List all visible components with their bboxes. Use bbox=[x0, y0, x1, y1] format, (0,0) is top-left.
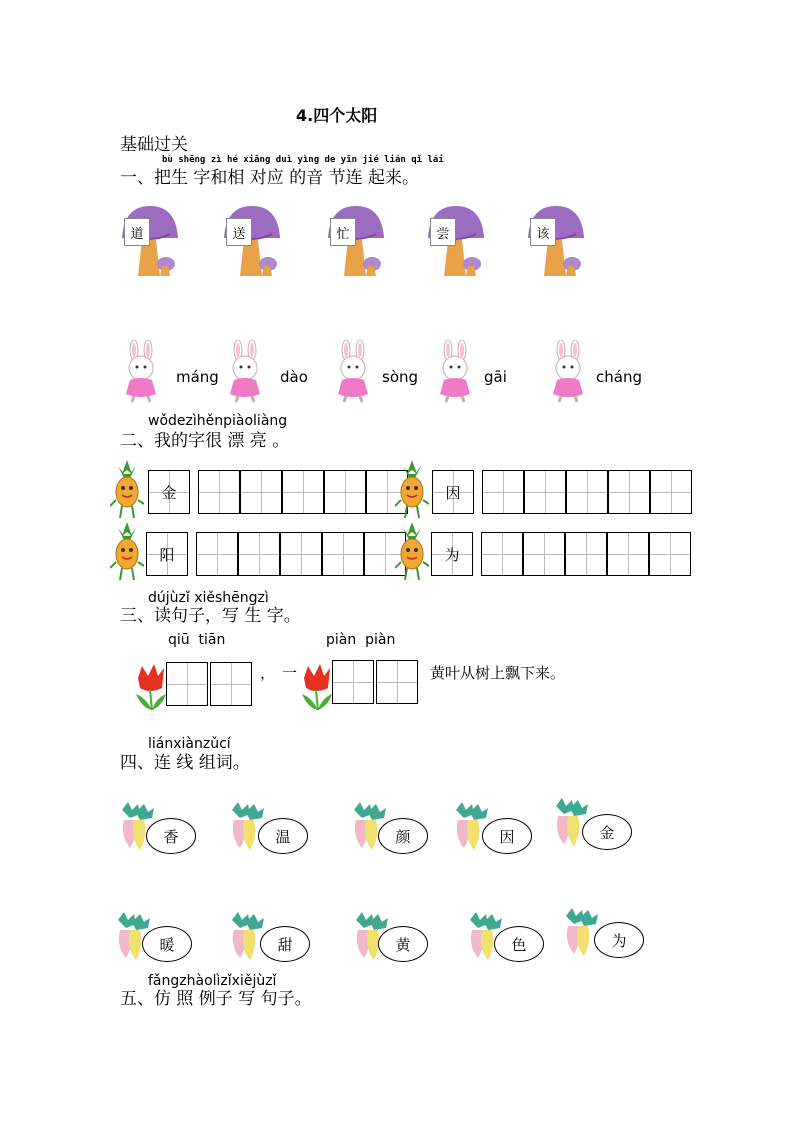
sentence-pinyin-2: piàn piàn bbox=[326, 632, 396, 648]
bunny-icon bbox=[432, 340, 484, 408]
section4-heading: 四、连 线 组词。 bbox=[120, 753, 250, 773]
word-oval[interactable]: 金 bbox=[582, 814, 632, 850]
bunny-icon bbox=[330, 340, 382, 408]
writing-box[interactable] bbox=[210, 662, 252, 706]
writing-box[interactable] bbox=[240, 470, 282, 514]
section3-pinyin: dújùzǐ xiěshēngzì bbox=[148, 590, 269, 606]
basics-label: 基础过关 bbox=[120, 135, 188, 155]
writing-box[interactable] bbox=[566, 470, 608, 514]
writing-box[interactable] bbox=[650, 470, 692, 514]
writing-box[interactable] bbox=[608, 470, 650, 514]
pineapple-icon bbox=[110, 522, 144, 586]
model-character: 因 bbox=[445, 483, 461, 502]
writing-box[interactable] bbox=[196, 532, 238, 576]
writing-box[interactable] bbox=[481, 532, 523, 576]
word-oval[interactable]: 颜 bbox=[378, 818, 428, 854]
syllable-label: gāi bbox=[484, 368, 507, 386]
section1-heading: 一、把生 字和相 对应 的音 节连 起来。 bbox=[120, 168, 420, 188]
writing-box[interactable] bbox=[565, 532, 607, 576]
tulip-icon bbox=[298, 664, 334, 712]
tulip-icon bbox=[132, 664, 168, 712]
page-title: 4.四个太阳 bbox=[296, 106, 378, 125]
pineapple-icon bbox=[395, 460, 429, 524]
section2-pinyin: wǒdezìhěnpiàoliàng bbox=[148, 413, 288, 429]
model-character: 金 bbox=[161, 483, 177, 502]
writing-box[interactable] bbox=[324, 470, 366, 514]
sentence-end: 黄叶从树上飘下来。 bbox=[430, 664, 566, 682]
mushroom-character: 尝 bbox=[430, 218, 456, 246]
word-oval[interactable]: 黄 bbox=[378, 926, 428, 962]
pineapple-icon bbox=[395, 522, 429, 586]
writing-box[interactable] bbox=[332, 660, 374, 704]
mushroom-character: 道 bbox=[124, 218, 150, 246]
word-oval[interactable]: 为 bbox=[594, 922, 644, 958]
model-character-box bbox=[431, 532, 473, 576]
syllable-label: cháng bbox=[596, 368, 642, 386]
writing-box[interactable] bbox=[482, 470, 524, 514]
section5-heading: 五、仿 照 例子 写 句子。 bbox=[120, 989, 312, 1009]
model-character-box bbox=[146, 532, 188, 576]
word-oval[interactable]: 暖 bbox=[142, 926, 192, 962]
writing-box[interactable] bbox=[280, 532, 322, 576]
word-oval[interactable]: 色 bbox=[494, 926, 544, 962]
pineapple-icon bbox=[110, 460, 144, 524]
writing-box[interactable] bbox=[166, 662, 208, 706]
section4-pinyin: liánxiànzǔcí bbox=[148, 736, 231, 752]
word-oval[interactable]: 甜 bbox=[260, 926, 310, 962]
word-oval[interactable]: 香 bbox=[146, 818, 196, 854]
word-oval[interactable]: 因 bbox=[482, 818, 532, 854]
sentence-one: 一 bbox=[282, 664, 298, 682]
writing-box[interactable] bbox=[198, 470, 240, 514]
syllable-label: máng bbox=[176, 368, 219, 386]
writing-box[interactable] bbox=[282, 470, 324, 514]
writing-box[interactable] bbox=[523, 532, 565, 576]
syllable-label: sòng bbox=[382, 368, 419, 386]
writing-box[interactable] bbox=[649, 532, 691, 576]
writing-box[interactable] bbox=[524, 470, 566, 514]
model-character: 阳 bbox=[159, 545, 175, 564]
section5-pinyin: fǎngzhàolìzǐxiějùzǐ bbox=[148, 973, 277, 989]
mushroom-character: 忙 bbox=[330, 218, 356, 246]
section3-heading: 三、读句子，写 生 字。 bbox=[120, 606, 301, 626]
mushroom-character: 该 bbox=[530, 218, 556, 246]
section1-pinyin: bù shēng zì hé xiāng duì yìng de yīn jié lián qǐ lái bbox=[162, 155, 444, 165]
sentence-pinyin-1: qiū tiān bbox=[168, 632, 226, 648]
model-character: 为 bbox=[444, 545, 460, 564]
sentence-comma: ， bbox=[260, 664, 276, 682]
word-oval[interactable]: 温 bbox=[258, 818, 308, 854]
section2-heading: 二、我的字很 漂 亮 。 bbox=[120, 431, 290, 451]
model-character-box bbox=[148, 470, 190, 514]
writing-box[interactable] bbox=[376, 660, 418, 704]
mushroom-character: 送 bbox=[226, 218, 252, 246]
bunny-icon bbox=[118, 340, 170, 408]
model-character-box bbox=[432, 470, 474, 514]
writing-box[interactable] bbox=[322, 532, 364, 576]
syllable-label: dào bbox=[280, 368, 308, 386]
bunny-icon bbox=[545, 340, 597, 408]
bunny-icon bbox=[222, 340, 274, 408]
writing-box[interactable] bbox=[238, 532, 280, 576]
writing-box[interactable] bbox=[607, 532, 649, 576]
